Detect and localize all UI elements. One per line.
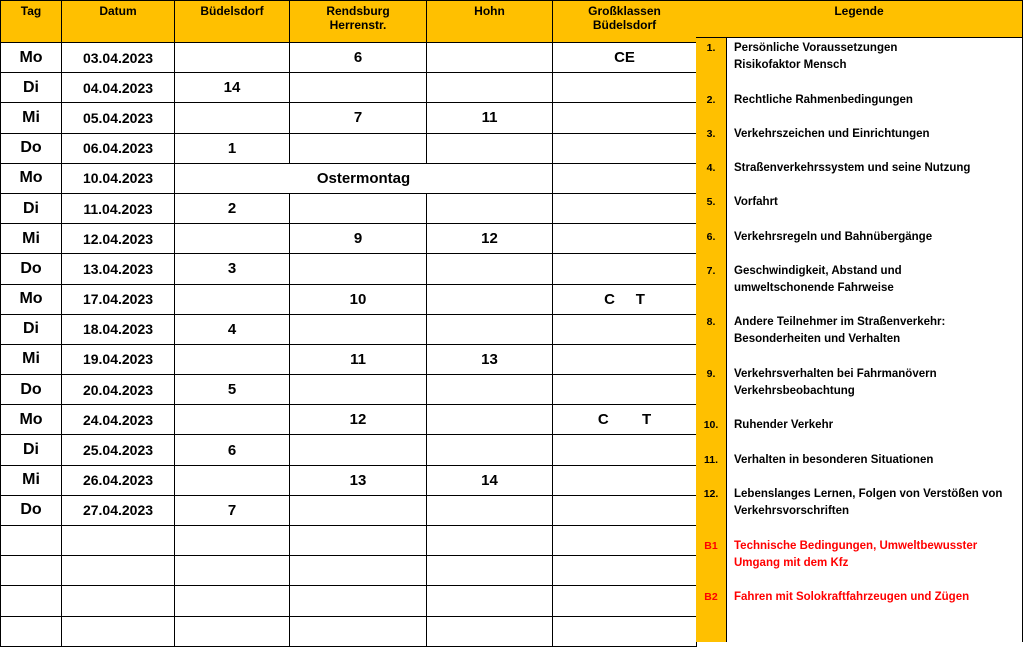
cell-grossklassen — [553, 103, 697, 133]
cell-tag: Do — [1, 133, 62, 163]
cell-grossklassen — [553, 435, 697, 465]
table-row — [1, 103, 697, 133]
cell-datum — [62, 586, 175, 616]
cell-tag — [1, 556, 62, 586]
cell-grossklassen — [553, 526, 697, 556]
cell-grossklassen — [553, 344, 697, 374]
cell-buedelsdorf: 7 — [175, 495, 290, 525]
cell-holiday: Ostermontag — [175, 163, 553, 193]
cell-datum: 03.04.2023 — [62, 43, 175, 73]
legend-item-text: Straßenverkehrssystem und seine Nutzung — [734, 162, 971, 174]
cell-datum: 12.04.2023 — [62, 224, 175, 254]
cell-tag — [1, 586, 62, 616]
table-row — [1, 314, 697, 344]
legend-item-number: 4. — [706, 162, 716, 174]
cell-rendsburg — [290, 133, 427, 163]
cell-grossklassen: C T — [553, 405, 697, 435]
cell-grossklassen — [553, 133, 697, 163]
legend-item-text: Vorfahrt — [734, 196, 778, 208]
legend-item-number: 1. — [706, 42, 716, 54]
cell-rendsburg: 9 — [290, 224, 427, 254]
legend-item-text: Geschwindigkeit, Abstand und umweltschonende Fahrweise — [734, 265, 902, 294]
cell-tag: Mi — [1, 344, 62, 374]
cell-rendsburg — [290, 193, 427, 223]
cell-tag: Mo — [1, 405, 62, 435]
cell-datum: 06.04.2023 — [62, 133, 175, 163]
cell-datum: 13.04.2023 — [62, 254, 175, 284]
cell-buedelsdorf: 6 — [175, 435, 290, 465]
legend-item-text: Technische Bedingungen, Umweltbewusster Umgang mit dem Kfz — [734, 540, 978, 569]
cell-grossklassen — [553, 193, 697, 223]
cell-rendsburg — [290, 526, 427, 556]
header-rendsburg-line2: Herrenstr. — [329, 18, 387, 32]
cell-buedelsdorf — [175, 405, 290, 435]
table-row — [1, 254, 697, 284]
cell-tag: Mo — [1, 163, 62, 193]
cell-buedelsdorf — [175, 103, 290, 133]
cell-datum: 26.04.2023 — [62, 465, 175, 495]
cell-grossklassen — [553, 465, 697, 495]
cell-hohn — [427, 254, 553, 284]
cell-rendsburg — [290, 435, 427, 465]
cell-datum: 24.04.2023 — [62, 405, 175, 435]
cell-hohn — [427, 375, 553, 405]
cell-grossklassen — [553, 163, 697, 193]
cell-buedelsdorf — [175, 284, 290, 314]
cell-tag: Mi — [1, 465, 62, 495]
cell-datum: 27.04.2023 — [62, 495, 175, 525]
legend-item-number: 7. — [706, 265, 716, 277]
header-hohn: Hohn — [427, 1, 553, 43]
table-row — [1, 344, 697, 374]
cell-tag: Di — [1, 73, 62, 103]
cell-grossklassen: CE — [553, 43, 697, 73]
cell-buedelsdorf: 1 — [175, 133, 290, 163]
cell-hohn — [427, 284, 553, 314]
table-row — [1, 495, 697, 525]
cell-tag: Mo — [1, 284, 62, 314]
cell-datum: 19.04.2023 — [62, 344, 175, 374]
header-gross-line1: Großklassen — [588, 4, 661, 18]
cell-hohn — [427, 586, 553, 616]
cell-tag: Di — [1, 193, 62, 223]
legend-item-text: Ruhender Verkehr — [734, 419, 834, 431]
cell-buedelsdorf: 4 — [175, 314, 290, 344]
cell-tag — [1, 526, 62, 556]
cell-rendsburg: 12 — [290, 405, 427, 435]
legend-item-number: B2 — [704, 591, 718, 603]
cell-datum — [62, 526, 175, 556]
cell-rendsburg — [290, 586, 427, 616]
legend-item-number: 9. — [706, 368, 716, 380]
cell-rendsburg: 10 — [290, 284, 427, 314]
header-buedelsdorf: Büdelsdorf — [175, 1, 290, 43]
table-row — [1, 133, 697, 163]
table-row — [1, 405, 697, 435]
cell-hohn — [427, 133, 553, 163]
table-row — [1, 375, 697, 405]
cell-tag: Mi — [1, 103, 62, 133]
cell-grossklassen — [553, 375, 697, 405]
cell-hohn — [427, 43, 553, 73]
cell-hohn — [427, 495, 553, 525]
cell-tag: Mo — [1, 43, 62, 73]
header-tag: Tag — [1, 1, 62, 43]
table-row — [1, 43, 697, 73]
legend-item-text: Rechtliche Rahmenbedingungen — [734, 94, 913, 106]
cell-buedelsdorf — [175, 556, 290, 586]
table-row — [1, 526, 697, 556]
cell-hohn — [427, 193, 553, 223]
table-row — [1, 193, 697, 223]
cell-rendsburg: 13 — [290, 465, 427, 495]
legend-item-number: 6. — [706, 231, 716, 243]
legend-item-number: 11. — [703, 454, 719, 466]
legend-item-text: Verkehrsregeln und Bahnübergänge — [734, 231, 933, 243]
legend-item-text: Verkehrsverhalten bei Fahrmanövern Verkehrsbeobachtung — [734, 368, 937, 397]
cell-tag: Do — [1, 254, 62, 284]
cell-buedelsdorf — [175, 224, 290, 254]
cell-tag: Do — [1, 495, 62, 525]
cell-buedelsdorf: 14 — [175, 73, 290, 103]
cell-grossklassen — [553, 556, 697, 586]
cell-rendsburg: 7 — [290, 103, 427, 133]
cell-rendsburg — [290, 314, 427, 344]
legend-item-text: Verhalten in besonderen Situationen — [734, 454, 934, 466]
header-rendsburg — [290, 1, 427, 43]
table-row — [1, 284, 697, 314]
table-row — [1, 556, 697, 586]
table-row — [1, 73, 697, 103]
legend-item-number: B1 — [704, 540, 718, 552]
table-row — [1, 435, 697, 465]
cell-rendsburg — [290, 375, 427, 405]
legend-item-number: 3. — [706, 128, 716, 140]
cell-tag: Do — [1, 375, 62, 405]
cell-buedelsdorf: 5 — [175, 375, 290, 405]
legend-item-text: Fahren mit Solokraftfahrzeugen und Zügen — [734, 591, 970, 603]
legend-item-text: Persönliche Voraussetzungen Risikofaktor Mensch — [734, 42, 898, 71]
legend-item-number: 5. — [706, 196, 716, 208]
table-row — [1, 586, 697, 616]
cell-grossklassen — [553, 224, 697, 254]
cell-rendsburg — [290, 254, 427, 284]
cell-grossklassen — [553, 314, 697, 344]
header-grossklassen — [553, 1, 697, 43]
legend-panel — [696, 0, 1024, 642]
cell-hohn: 12 — [427, 224, 553, 254]
cell-rendsburg — [290, 556, 427, 586]
cell-rendsburg — [290, 73, 427, 103]
cell-hohn — [427, 435, 553, 465]
cell-rendsburg: 6 — [290, 43, 427, 73]
cell-tag: Di — [1, 314, 62, 344]
cell-hohn: 11 — [427, 103, 553, 133]
cell-hohn — [427, 526, 553, 556]
cell-datum: 05.04.2023 — [62, 103, 175, 133]
cell-hohn — [427, 405, 553, 435]
cell-datum: 11.04.2023 — [62, 193, 175, 223]
cell-rendsburg: 11 — [290, 344, 427, 374]
cell-buedelsdorf: 3 — [175, 254, 290, 284]
legend-item-number: 8. — [706, 316, 716, 328]
cell-datum: 10.04.2023 — [62, 163, 175, 193]
cell-grossklassen — [553, 254, 697, 284]
cell-buedelsdorf — [175, 344, 290, 374]
legend-item-number: 10. — [703, 419, 719, 431]
cell-grossklassen — [553, 495, 697, 525]
cell-hohn — [427, 73, 553, 103]
schedule-body — [1, 43, 697, 647]
cell-hohn: 13 — [427, 344, 553, 374]
cell-grossklassen: C T — [553, 284, 697, 314]
cell-hohn — [427, 314, 553, 344]
legend-item-text: Lebenslanges Lernen, Folgen von Verstößen von Verkehrsvorschriften — [734, 488, 1003, 517]
table-row — [1, 224, 697, 254]
cell-tag: Di — [1, 435, 62, 465]
cell-datum — [62, 556, 175, 586]
cell-buedelsdorf — [175, 465, 290, 495]
cell-tag: Mi — [1, 224, 62, 254]
header-datum: Datum — [62, 1, 175, 43]
cell-datum: 04.04.2023 — [62, 73, 175, 103]
cell-datum: 20.04.2023 — [62, 375, 175, 405]
cell-buedelsdorf — [175, 526, 290, 556]
cell-buedelsdorf — [175, 586, 290, 616]
cell-hohn — [427, 556, 553, 586]
header-row — [1, 1, 697, 43]
cell-grossklassen — [553, 73, 697, 103]
cell-datum: 17.04.2023 — [62, 284, 175, 314]
legend-item-text: Verkehrszeichen und Einrichtungen — [734, 128, 930, 140]
legend-item-number: 12. — [703, 488, 719, 500]
cell-rendsburg — [290, 495, 427, 525]
cell-datum: 25.04.2023 — [62, 435, 175, 465]
cell-buedelsdorf: 2 — [175, 193, 290, 223]
legend-item-number: 2. — [706, 94, 716, 106]
cell-buedelsdorf — [175, 43, 290, 73]
table-row — [1, 163, 697, 193]
cell-datum: 18.04.2023 — [62, 314, 175, 344]
legend-header: Legende — [696, 0, 1023, 38]
header-rendsburg-line1: Rendsburg — [326, 4, 390, 18]
legend-item-text: Andere Teilnehmer im Straßenverkehr: Besonderheiten und Verhalten — [734, 316, 946, 345]
cell-grossklassen — [553, 586, 697, 616]
header-gross-line2: Büdelsdorf — [592, 18, 657, 32]
table-row — [1, 465, 697, 495]
cell-hohn: 14 — [427, 465, 553, 495]
